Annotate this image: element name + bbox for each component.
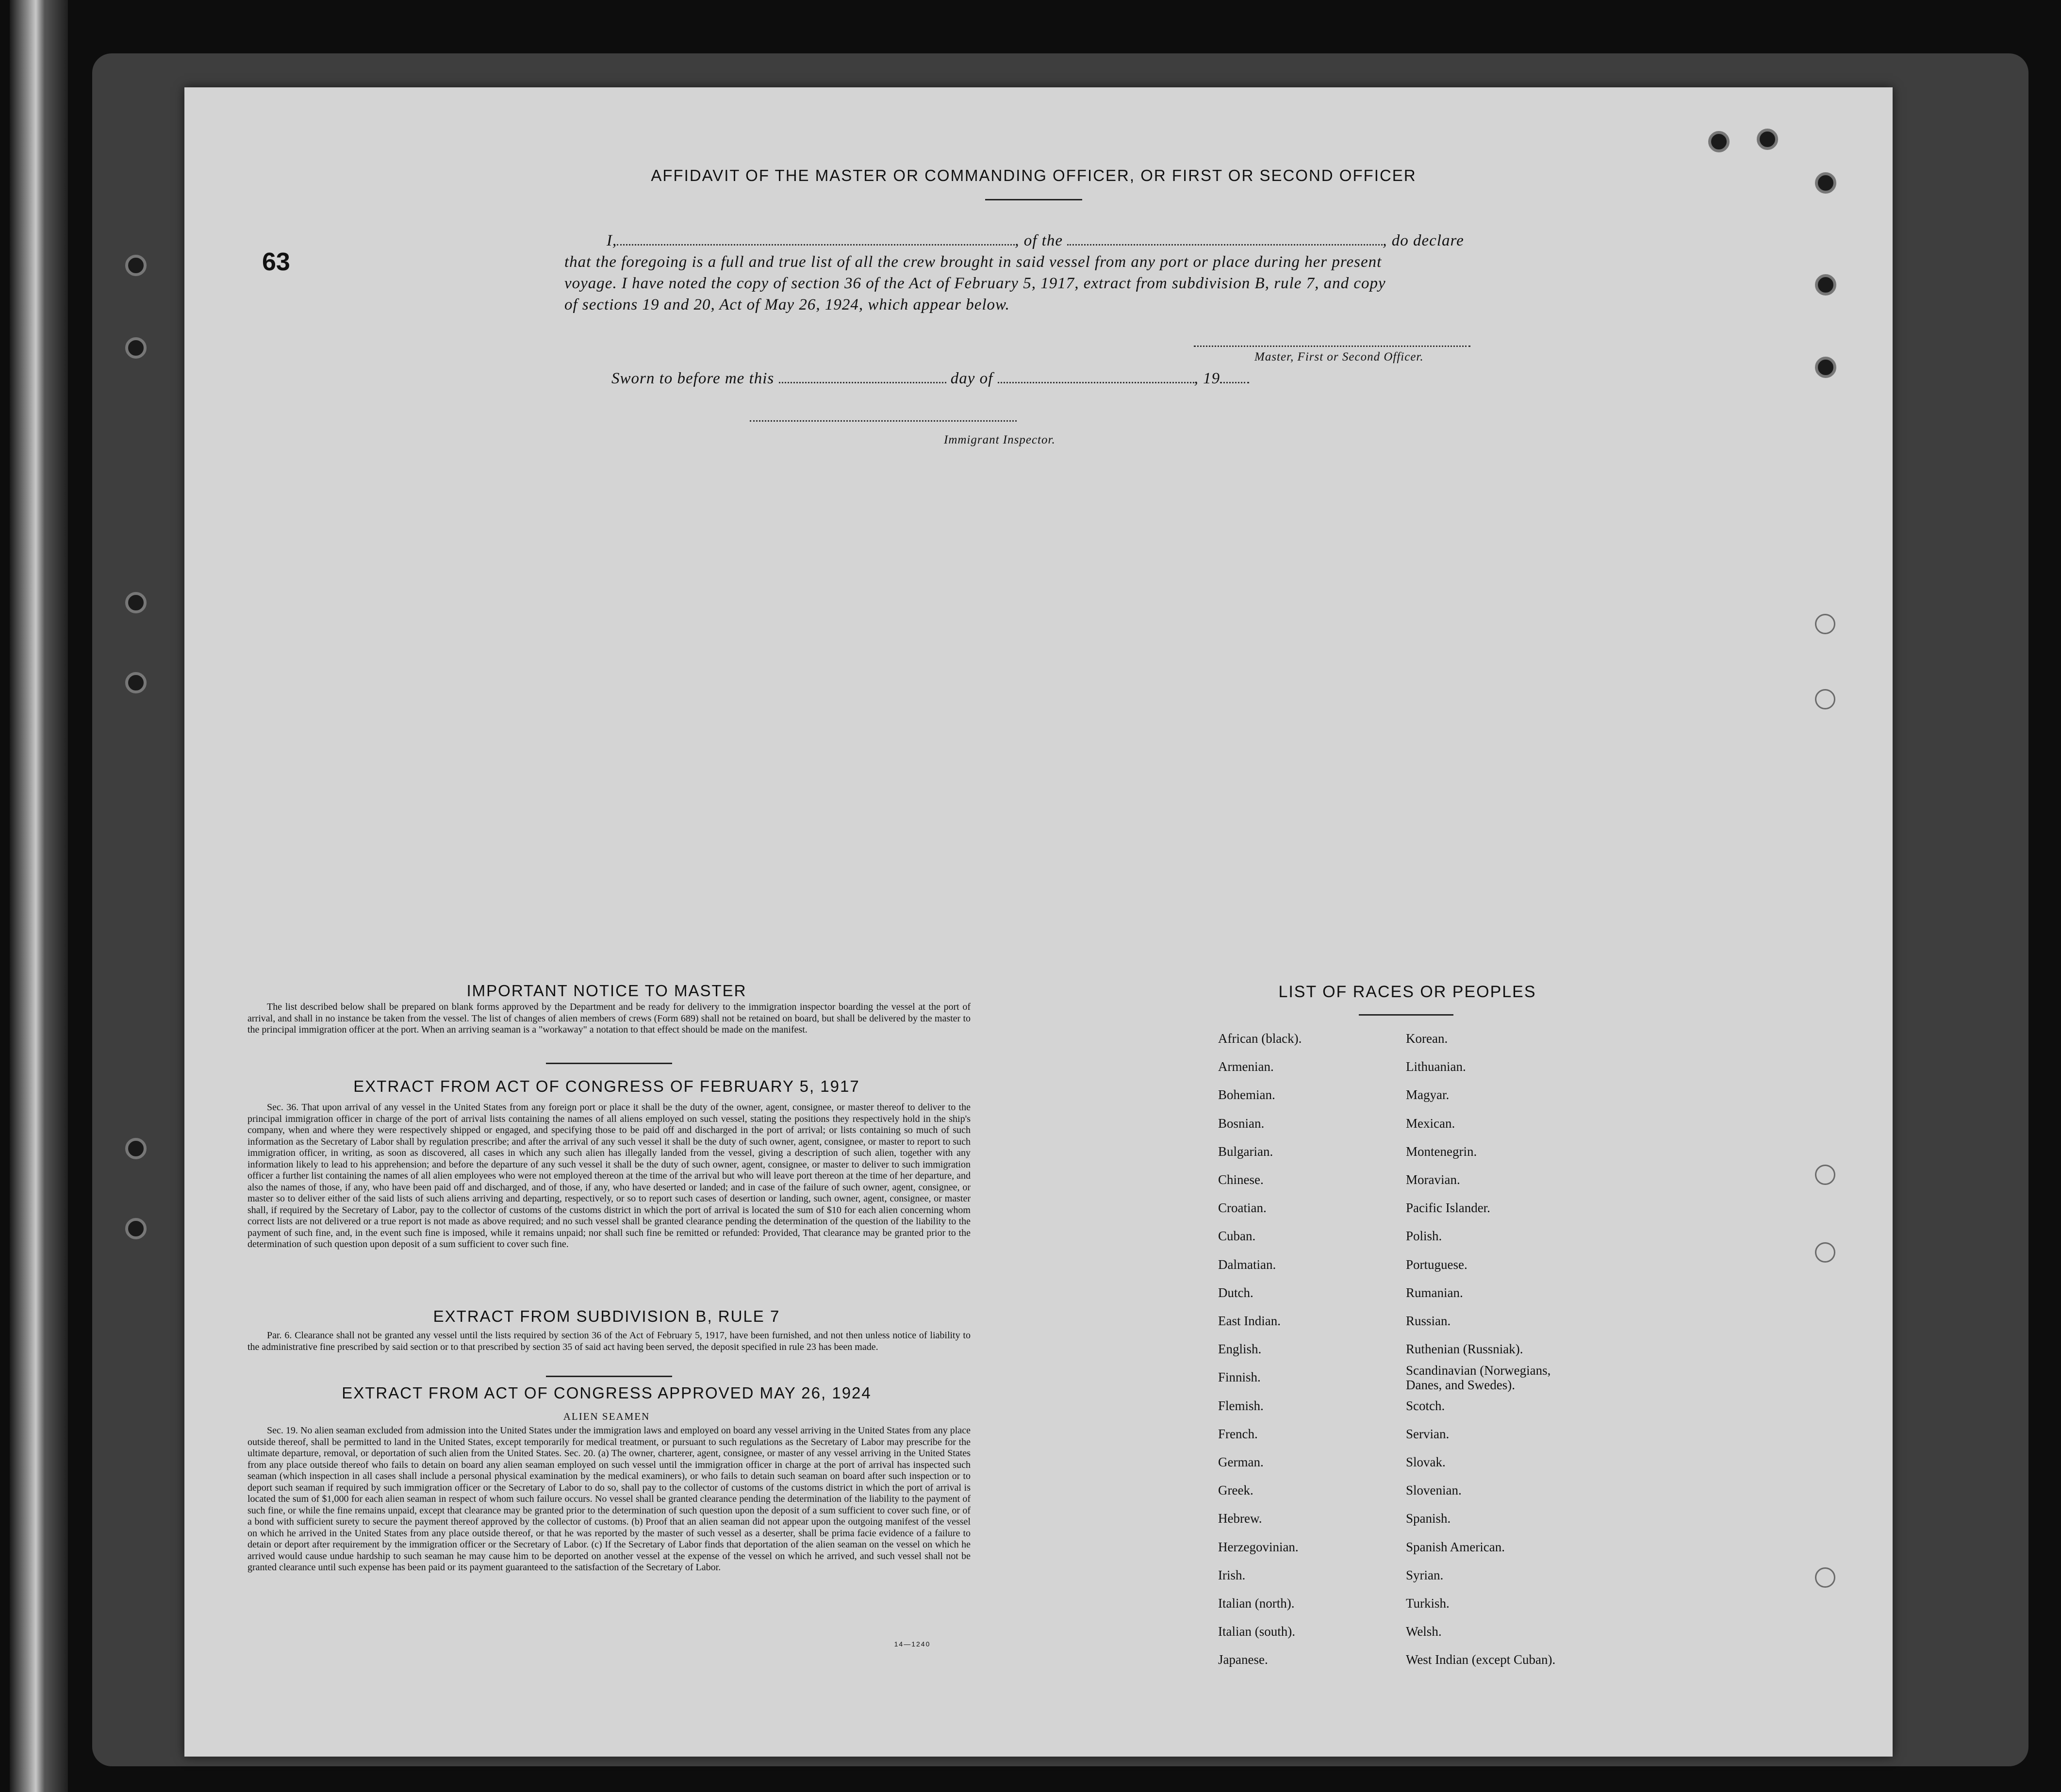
binder-hole-top-1 (1708, 131, 1730, 152)
extract-1924-body: Sec. 19. No alien seaman excluded from admission into the United States under the immigration laws and employed on board any vessel arriving in the United States from any place outside thereof, shall be permitted to land in the United States, except temporarily for medical treatment, or pursuant to such regulations as the Secretary of Labor may prescribe for the ultimate departure, removal, or deportation of such alien from the United States. Sec. 20. (a) The owner, charterer, agent, consignee, or master of any vessel arriving in the United States from any place outside thereof who fails to detain on board any alien seaman employed on such vessel until the immigration officer in charge at the port of arrival has inspected such seaman (which inspection in all cases shall include a personal physical examination by the medical examiners), or who fails to detain such seaman on board after such inspection or to deport such seaman if required by such immigration officer or the Secretary of Labor to do so, shall pay to the collector of customs of the customs district in which the port of arrival is located the sum of $1,000 for each alien seaman in respect of whom such failure occurs. No vessel shall be granted clearance pending the determination of the liability to the payment of such fine, or while the fine remains unpaid, except that clearance may be granted prior to the determination of such question upon the deposit of a sum sufficient to cover such fine, or of a bond with sufficient surety to secure the payment thereof approved by the collector of customs. (b) Proof that an alien seaman did not appear upon the outgoing manifest of the vessel on which he arrived in the United States from any place outside thereof, or that he was reported by the master of such vessel as a deserter, shall be prima facie evidence of a failure to detain or deport after requirement by the immigration officer or the Secretary of Labor. (c) If the Secretary of Labor finds that deportation of the alien seaman on the vessel on which he arrived would cause undue hardship to such seaman he may cause him to be deported on another vessel at the expense of the vessel on which he arrived, and such vessel shall not be granted clearance until such expense has been paid or its payment guaranteed to the satisfaction of the Secretary of Labor. (247, 1425, 971, 1573)
race-item: Syrian. (1406, 1567, 1444, 1582)
affidavit-title: AFFIDAVIT OF THE MASTER OR COMMANDING OFFICER, OR FIRST OR SECOND OFFICER (651, 166, 1417, 184)
race-item: Portuguese. (1406, 1257, 1467, 1272)
race-item: Bulgarian. (1218, 1144, 1273, 1159)
binder-hole-top-2 (1757, 129, 1778, 150)
binder-hole-left-1 (125, 255, 147, 276)
paper-hole-3 (1815, 1165, 1835, 1185)
race-item: Hebrew. (1218, 1511, 1262, 1526)
race-item: Bohemian. (1218, 1087, 1275, 1102)
race-item: German. (1218, 1455, 1264, 1469)
race-item: Ruthenian (Russniak). (1406, 1342, 1523, 1357)
race-item: Lithuanian. (1406, 1059, 1466, 1074)
sworn-text-c: , 19 (1194, 370, 1220, 387)
notice-divider (546, 1063, 672, 1064)
race-item: Flemish. (1218, 1398, 1264, 1413)
race-item: Welsh. (1406, 1624, 1442, 1639)
race-item: Spanish. (1406, 1511, 1451, 1526)
race-item: Armenian. (1218, 1059, 1274, 1074)
race-item: Spanish American. (1406, 1539, 1505, 1554)
sworn-day-blank[interactable] (779, 379, 946, 383)
race-item: Russian. (1406, 1314, 1451, 1328)
form-number: 14—1240 (894, 1640, 931, 1648)
paper-hole-5 (1815, 1567, 1835, 1588)
binder-hole-right-1 (1815, 172, 1836, 194)
notice-title: IMPORTANT NOTICE TO MASTER (466, 982, 747, 1000)
race-item: English. (1218, 1342, 1262, 1357)
race-item: Turkish. (1406, 1596, 1450, 1611)
affidavit-line-2: that the foregoing is a full and true list of all the crew brought in said vessel from any port or place during her present (564, 253, 1382, 271)
binder-hole-left-5 (125, 1138, 147, 1159)
affidavit-line-1 (607, 232, 1464, 250)
extract-1924-title: EXTRACT FROM ACT OF CONGRESS APPROVED MAY 26, 1924 (342, 1384, 872, 1402)
master-signature-line[interactable] (1194, 345, 1470, 347)
extract-1917-body: Sec. 36. That upon arrival of any vessel in the United States from any foreign port or place it shall be the duty of the owner, agent, consignee, or master thereof to deliver to the principal immigration officer in charge of the port of arrival lists containing the names of all aliens employed on such vessel, stating the positions they respectively hold in the ship's company, when and where they were respectively shipped or engaged, and specifying those to be paid off and discharged in the port of arrival; or lists containing so much of such information as the Secretary of Labor shall by regulation prescribe; and after the arrival of any such vessel it shall be the duty of such owner, agent, consignee, or master to report to such immigration officer, in writing, as soon as discovered, all cases in which any such alien has illegally landed from the vessel, giving a description of such alien, together with any information likely to lead to his apprehension; and before the departure of any such vessel it shall be the duty of such owner, agent, consignee, or master to deliver to such immigration officer a further list containing the names of all alien employees who were not employed thereon at the time of the arrival but who will leave port thereon at the time of her departure, and also the names of those, if any, who have been paid off and discharged, and of those, if any, who have deserted or landed; and in case of the failure of such owner, agent, consignee, or master so to deliver either of the said lists of such aliens arriving and departing, respectively, or so to report such cases of desertion or landing, such owner, agent, consignee, or master shall, if required by the Secretary of Labor, pay to the collector of customs of the customs district in which the port of arrival is located the sum of $10 for each alien concerning whom correct lists are not delivered or a true report is not made as above required; and no such vessel shall be granted clearance pending the determination of the question of the liability to the payment of such fine, and, in the event such fine is imposed, while it remains unpaid; nor shall such fine be remitted or refunded: Provided, That clearance may be granted prior to the determination of such question upon deposit of a sum sufficient to cover such fine. (247, 1102, 971, 1249)
sworn-text-a: Sworn to before me this (611, 370, 775, 387)
race-item: Bosnian. (1218, 1116, 1265, 1131)
race-item: Italian (north). (1218, 1596, 1295, 1611)
sworn-line (611, 370, 1249, 388)
vessel-blank[interactable] (1067, 241, 1383, 246)
race-item: Moravian. (1406, 1172, 1460, 1187)
race-item: Magyar. (1406, 1087, 1450, 1102)
race-item: Korean. (1406, 1031, 1448, 1046)
binder-hole-right-3 (1815, 357, 1836, 378)
affidavit-line-3: voyage. I have noted the copy of section 36 of the Act of February 5, 1917, extract from subdivision B, rule 7, and copy (564, 275, 1386, 292)
notice-body: The list described below shall be prepared on blank forms approved by the Department and be ready for delivery to the immigration inspector boarding the vessel at the port of arrival, and shall in no instance be taken from the vessel. The list of changes of alien members of crews (Form 689) shall not be retained on board, but shall be delivered by the master to the principal immigration officer at the port. When an arriving seaman is a "workaway" a notation to that effect should be made on the manifest. (247, 1002, 971, 1035)
binder-hole-left-2 (125, 337, 147, 359)
race-item: Scotch. (1406, 1398, 1445, 1413)
affidavit-line-1-c: , do declare (1383, 232, 1464, 249)
race-item: Japanese. (1218, 1652, 1268, 1667)
race-item: West Indian (except Cuban). (1406, 1652, 1556, 1667)
sworn-month-blank[interactable] (998, 379, 1194, 383)
race-item: Pacific Islander. (1406, 1200, 1490, 1216)
sworn-text-b: day of (950, 370, 993, 387)
inspector-label: Immigrant Inspector. (944, 433, 1055, 446)
race-item: African (black). (1218, 1031, 1302, 1046)
race-item: Polish. (1406, 1229, 1442, 1244)
title-divider (985, 199, 1082, 200)
extract-rule7-body: Par. 6. Clearance shall not be granted any vessel until the lists required by section 36 of the Act of February 5, 1917, have been furnished, and not then unless notice of liability to the administrative fine prescribed by said section or to that prescribed by section 35 of said act having been served, the deposit specified in rule 23 has been made. (247, 1330, 971, 1352)
affidavit-line-1-a: I, (607, 232, 617, 249)
paper-hole-1 (1815, 614, 1835, 634)
race-item: Slovenian. (1406, 1483, 1462, 1498)
paper-hole-4 (1815, 1242, 1835, 1263)
race-item: Irish. (1218, 1567, 1246, 1582)
race-item: Slovak. (1406, 1455, 1446, 1469)
race-item: Chinese. (1218, 1172, 1264, 1187)
race-item: Montenegrin. (1406, 1144, 1477, 1159)
extract-rule7-title: EXTRACT FROM SUBDIVISION B, RULE 7 (433, 1307, 780, 1325)
paper-hole-2 (1815, 689, 1835, 709)
binder-hole-left-3 (125, 592, 147, 613)
sworn-year-blank[interactable] (1220, 379, 1249, 383)
race-item: Herzegovinian. (1218, 1539, 1299, 1554)
race-item: Finnish. (1218, 1370, 1261, 1385)
race-item: Dutch. (1218, 1285, 1253, 1300)
extract-1917-title: EXTRACT FROM ACT OF CONGRESS OF FEBRUARY 5, 1917 (353, 1077, 860, 1095)
affidavit-line-1-b: , of the (1015, 232, 1063, 249)
race-item: East Indian. (1218, 1314, 1281, 1328)
races-divider (1359, 1014, 1453, 1016)
race-item: Dalmatian. (1218, 1257, 1276, 1272)
race-item: Servian. (1406, 1426, 1450, 1441)
race-item: French. (1218, 1426, 1258, 1441)
races-title: LIST OF RACES OR PEOPLES (1278, 983, 1536, 1001)
race-item: Rumanian. (1406, 1285, 1463, 1300)
name-blank[interactable] (617, 241, 1015, 246)
race-item: Croatian. (1218, 1200, 1267, 1216)
rule7-divider (546, 1376, 672, 1377)
binder-hole-right-2 (1815, 274, 1836, 296)
master-signature-label: Master, First or Second Officer. (1254, 350, 1424, 363)
affidavit-line-4: of sections 19 and 20, Act of May 26, 1924, which appear below. (564, 296, 1010, 313)
race-item: Cuban. (1218, 1229, 1256, 1244)
race-item: Italian (south). (1218, 1624, 1295, 1639)
extract-1924-subtitle: ALIEN SEAMEN (563, 1411, 650, 1422)
inspector-signature-line[interactable] (750, 420, 1017, 422)
race-item: Mexican. (1406, 1116, 1455, 1131)
binder-hole-left-6 (125, 1218, 147, 1239)
binder-hole-left-4 (125, 672, 147, 693)
stamp-number: 63 (262, 248, 290, 276)
binder-edge (10, 0, 68, 1792)
race-item: Greek. (1218, 1483, 1253, 1498)
race-item: Scandinavian (Norwegians, Danes, and Swedes). (1406, 1363, 1551, 1393)
